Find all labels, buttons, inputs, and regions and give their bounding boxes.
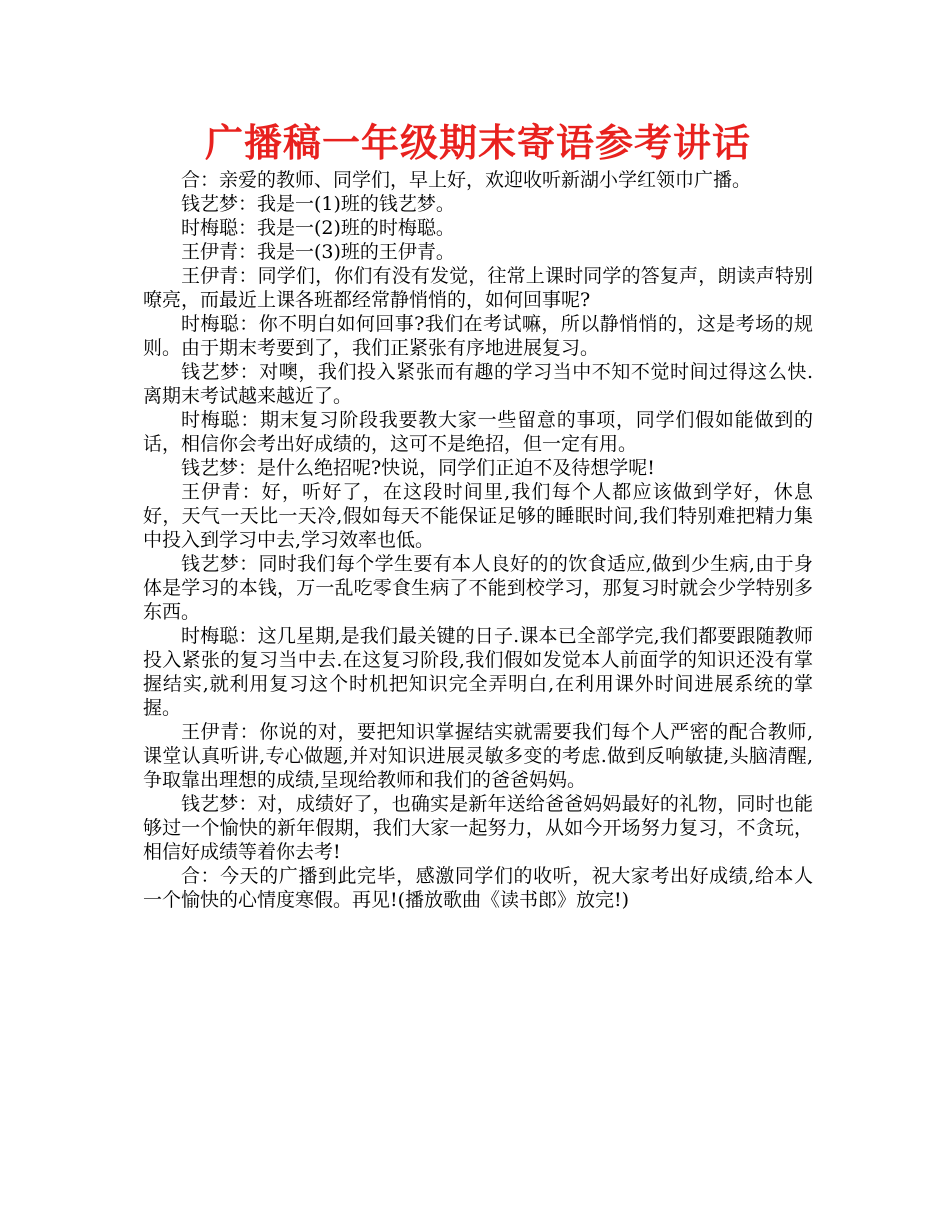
paragraph: 时梅聪：这几星期,是我们最关键的日子.课本已全部学完,我们都要跟随教师投入紧张的复习当中去.在这复习阶段,我们假如发觉本人前面学的知识还没有掌握结实,就利用复习这个时机把知识完全弄明白,在利用课外时间进展系统的掌握。 [143,625,813,719]
paragraph: 钱艺梦：是什么绝招呢?快说，同学们正迫不及待想学呢! [181,457,655,479]
paragraph: 合：今天的广播到此完毕，感激同学们的收听，祝大家考出好成绩,给本人一个愉快的心情度寒假。再见!(播放歌曲《读书郎》放完!) [143,865,813,911]
paragraph: 王伊青：同学们，你们有没有发觉，往常上课时同学的答复声，朗读声特别嘹亮，而最近上课各班都经常静悄悄的，如何回事呢? [143,265,813,311]
document-title: 广播稿一年级期末寄语参考讲话 [204,121,751,165]
paragraph: 钱艺梦：我是一(1)班的钱艺梦。 [181,193,455,215]
document-body [143,168,813,912]
paragraph: 钱艺梦：同时我们每个学生要有本人良好的的饮食适应,做到少生病,由于身体是学习的本钱，万一乱吃零食生病了不能到校学习，那复习时就会少学特别多东西。 [143,553,813,623]
document-page [143,118,813,912]
paragraph: 钱艺梦：对，成绩好了，也确实是新年送给爸爸妈妈最好的礼物，同时也能够过一个愉快的新年假期，我们大家一起努力，从如今开场努力复习，不贪玩，相信好成绩等着你去考! [143,793,813,863]
paragraph: 王伊青：你说的对，要把知识掌握结实就需要我们每个人严密的配合教师,课堂认真听讲,专心做题,并对知识进展灵敏多变的考虑.做到反响敏捷,头脑清醒,争取靠出理想的成绩,呈现给教师和我们的爸爸妈妈。 [143,721,813,791]
paragraph: 王伊青：我是一(3)班的王伊青。 [181,241,455,263]
paragraph: 王伊青：好，听好了，在这段时间里,我们每个人都应该做到学好，休息好，天气一天比一天冷,假如每天不能保证足够的睡眠时间,我们特别难把精力集中投入到学习中去,学习效率也低。 [143,481,813,551]
paragraph: 钱艺梦：对噢，我们投入紧张而有趣的学习当中不知不觉时间过得这么快.离期末考试越来越近了。 [143,361,813,407]
paragraph: 时梅聪：期末复习阶段我要教大家一些留意的事项，同学们假如能做到的话，相信你会考出好成绩的，这可不是绝招，但一定有用。 [143,409,813,455]
paragraph: 合：亲爱的教师、同学们，早上好，欢迎收听新湖小学红领巾广播。 [181,169,752,191]
paragraph: 时梅聪：我是一(2)班的时梅聪。 [181,217,455,239]
paragraph: 时梅聪：你不明白如何回事?我们在考试嘛，所以静悄悄的，这是考场的规则。由于期末考要到了，我们正紧张有序地进展复习。 [143,313,813,359]
